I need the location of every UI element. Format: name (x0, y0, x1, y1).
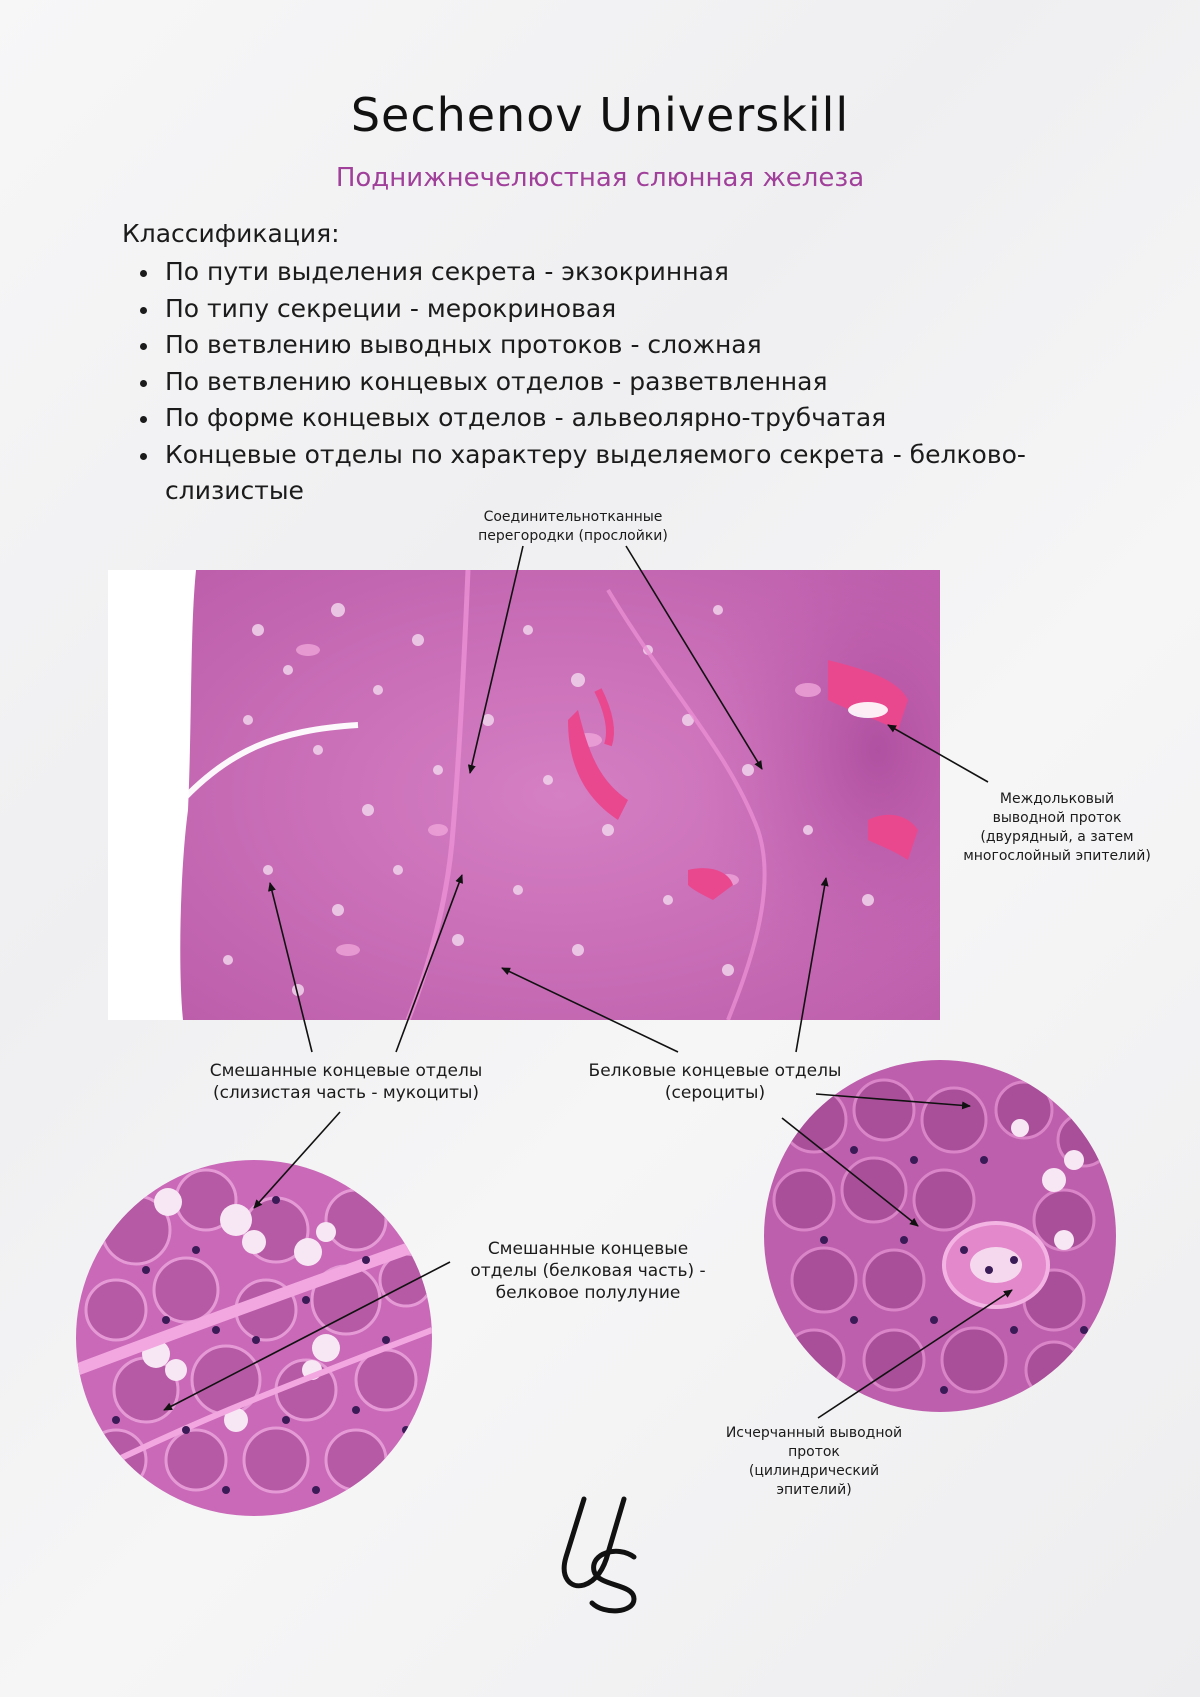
page-subtitle: Поднижнечелюстная слюнная железа (335, 163, 865, 193)
classification-list (138, 254, 1038, 510)
histology-overview-image (108, 570, 940, 1020)
list-item: По форме концевых отделов - альвеолярно-трубчатая (138, 400, 1038, 437)
label-mixed-serous: Смешанные концевые отделы (белковая часть) - белковое полулуние (470, 1239, 706, 1303)
label-septa: Соединительнотканные перегородки (прослойки) (478, 509, 668, 544)
label-mixed-mucous: Смешанные концевые отделы (слизистая часть - мукоциты) (209, 1061, 483, 1103)
list-item: По типу секреции - мерокриновая (138, 291, 1038, 328)
histology-serous-zoom-image (764, 1060, 1116, 1412)
classification-heading: Классификация: (122, 219, 340, 248)
page-title: Sechenov Universkill (350, 88, 850, 142)
list-item: По ветвлению выводных протоков - сложная (138, 327, 1038, 364)
label-serous: Белковые концевые отделы (сероциты) (588, 1061, 842, 1103)
histology-mixed-zoom-image (76, 1160, 432, 1516)
label-interlobular-duct: Междольковый выводной проток (двурядный, а затем многослойный эпителий) (963, 791, 1151, 864)
list-item: Концевые отделы по характеру выделяемого секрета - белково-слизистые (138, 437, 1038, 510)
list-item: По пути выделения секрета - экзокринная (138, 254, 1038, 291)
label-striated-duct: Исчерчанный выводной проток (цилиндрический эпителий) (725, 1425, 903, 1498)
list-item: По ветвлению концевых отделов - разветвленная (138, 364, 1038, 401)
universkill-logo-icon (548, 1495, 652, 1615)
